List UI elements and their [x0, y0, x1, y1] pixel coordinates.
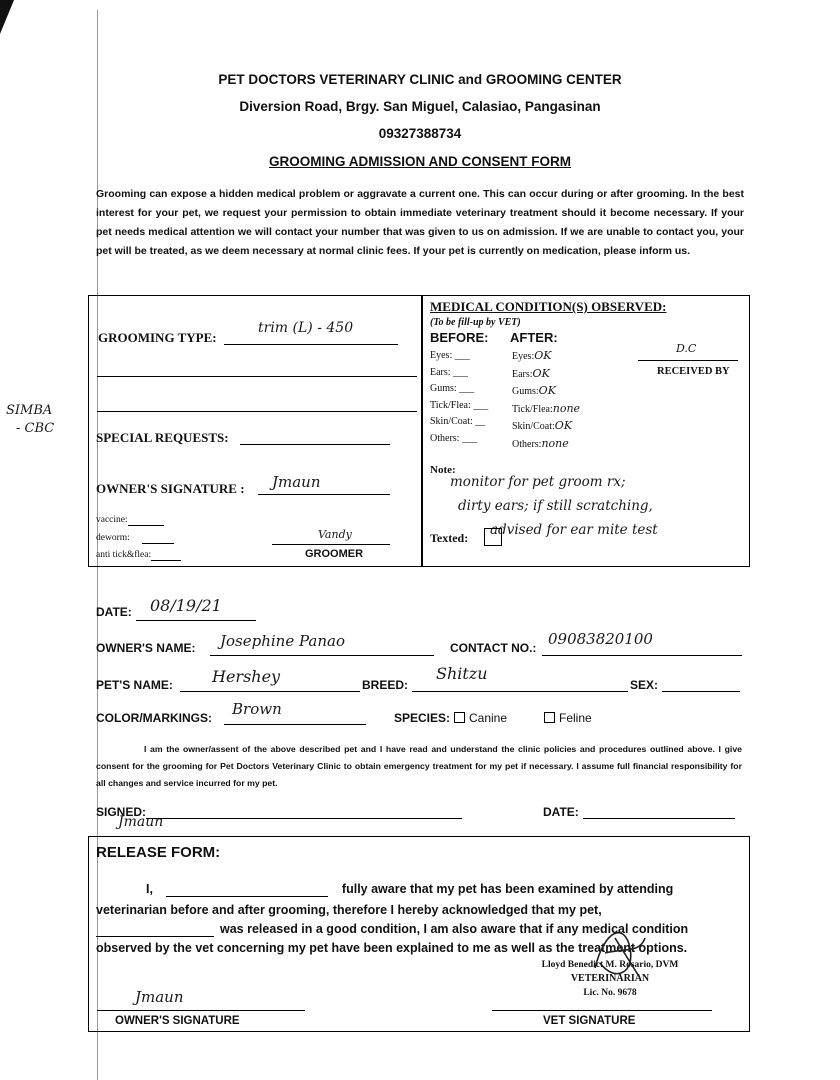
pet-name-label: PET'S NAME:: [96, 678, 173, 692]
release-line-1: [96, 882, 742, 897]
grooming-type-value: trim (L) - 450: [258, 320, 354, 336]
before-item: Tick/Flea: ___: [430, 399, 489, 411]
owner-signature-field[interactable]: [258, 494, 390, 495]
after-item-value: OK: [554, 419, 573, 432]
box-divider: [421, 296, 423, 566]
antitick-field[interactable]: [151, 550, 181, 561]
after-item-value: none: [552, 401, 581, 415]
sex-field[interactable]: [662, 691, 740, 692]
color-label: COLOR/MARKINGS:: [96, 711, 212, 725]
breed-value: Shitzu: [436, 664, 488, 683]
groomer-value: Vandy: [318, 528, 352, 541]
release-pet-name-field[interactable]: [96, 922, 214, 937]
breed-field[interactable]: [412, 691, 628, 692]
after-item: [512, 418, 580, 436]
vet-signature-scribble: [585, 918, 655, 988]
owner-name-field[interactable]: [210, 655, 434, 656]
after-item-label: Others:: [512, 438, 542, 450]
antitick-row: [96, 550, 181, 561]
after-item-label: Gums:: [512, 386, 539, 397]
clinic-phone: 09327388734: [378, 126, 462, 141]
after-item-value: OK: [538, 384, 556, 397]
before-list: [430, 348, 488, 447]
pet-name-value: Hershey: [212, 667, 281, 686]
species-feline-label: Feline: [559, 711, 592, 725]
after-list: [512, 348, 580, 453]
received-by-value: D.C: [676, 342, 697, 355]
after-item: [512, 436, 580, 454]
release-title: RELEASE FORM:: [96, 844, 221, 861]
species-feline-option[interactable]: [544, 711, 592, 725]
intro-paragraph: Grooming can expose a hidden medical problem or aggravate a current one. This can occur during or after grooming. In the best interest for your pet, we request your permission to obtain immediate veterinary treatment should it become necessary. If your pet needs medical attention we will contact your number that was given to us on admission. If we are unable to contact you, your pet will be treated, as we deem necessary at normal clinic fees. If your pet is currently on medication, please inform us.: [96, 188, 744, 257]
medical-subtitle: (To be fill-up by VET): [430, 317, 521, 328]
form-title-text: GROOMING ADMISSION AND CONSENT FORM: [269, 154, 571, 169]
sex-label: SEX:: [630, 678, 659, 692]
groomer-field[interactable]: [272, 544, 390, 545]
before-label: BEFORE:: [430, 330, 489, 345]
contact-label: CONTACT NO.:: [450, 641, 537, 655]
release-owner-signature-label: OWNER'S SIGNATURE: [115, 1015, 240, 1027]
consent-paragraph: I am the owner/assent of the above described pet and I have read and understand the clinic policies and procedures outlined above. I give consent for the grooming for Pet Doctors Veterinary Clinic to obtain emergency treatment for my pet if necessary. I assume full financial responsibility for all changes and service incurred for my pet.: [96, 744, 742, 788]
release-i: I,: [146, 882, 153, 896]
vaccine-label: vaccine:: [96, 515, 128, 525]
grooming-blank-line-2[interactable]: [97, 411, 417, 412]
owner-signature-value: Jmaun: [272, 473, 321, 491]
after-item: [512, 401, 580, 419]
received-by-label: RECEIVED BY: [657, 366, 730, 377]
signed-date-label: DATE:: [543, 805, 579, 819]
vet-signature-label: VET SIGNATURE: [543, 1015, 636, 1027]
color-field[interactable]: [224, 724, 366, 725]
species-feline-checkbox[interactable]: [544, 712, 555, 723]
signed-label: SIGNED:: [96, 805, 147, 819]
grooming-blank-line-1[interactable]: [97, 376, 417, 377]
owner-name-value: Josephine Panao: [220, 632, 345, 650]
release-line-3-text: was released in a good condition, I am also aware that if any medical condition: [220, 922, 689, 936]
vet-title: VETERINARIAN: [570, 973, 650, 984]
species-canine-checkbox[interactable]: [454, 712, 465, 723]
note-line: advised for ear mite test: [490, 522, 658, 538]
before-item: Others: ___: [430, 432, 477, 444]
breed-label: BREED:: [362, 678, 409, 692]
contact-field[interactable]: [542, 655, 742, 656]
vet-signature-field[interactable]: [492, 1010, 712, 1011]
deworm-row: [96, 533, 174, 544]
vaccine-field[interactable]: [128, 515, 164, 526]
corner-mark: [0, 0, 14, 34]
after-item-value: OK: [532, 366, 550, 380]
date-label: DATE:: [96, 605, 132, 619]
release-owner-name-field[interactable]: [166, 882, 328, 897]
margin-note-line2: - CBC: [16, 421, 55, 436]
after-item-value: OK: [534, 349, 552, 362]
date-field[interactable]: [136, 620, 256, 621]
before-item: Gums: ___: [430, 383, 475, 394]
note-line: dirty ears; if still scratching,: [458, 498, 653, 514]
after-item: [512, 366, 580, 384]
after-item-label: Ears:: [512, 368, 533, 380]
after-item-label: Tick/Flea:: [512, 403, 553, 415]
release-owner-signature-value: Jmaun: [135, 988, 184, 1006]
owner-signature-label: OWNER'S SIGNATURE :: [96, 481, 245, 496]
pet-name-field[interactable]: [180, 691, 360, 692]
received-by-field[interactable]: [638, 360, 738, 361]
deworm-label: deworm:: [96, 533, 130, 543]
before-item: Eyes: ___: [430, 350, 470, 361]
after-item-label: Skin/Coat:: [512, 421, 555, 432]
after-item-value: none: [541, 436, 569, 450]
after-item: [512, 348, 580, 366]
release-line-2: veterinarian before and after grooming, therefore I hereby acknowledged that my pet,: [96, 903, 602, 917]
vaccine-row: [96, 515, 164, 526]
signed-field[interactable]: [146, 818, 462, 819]
medical-title: MEDICAL CONDITION(S) OBSERVED:: [430, 299, 667, 314]
owner-name-label: OWNER'S NAME:: [96, 641, 196, 655]
release-line-4: observed by the vet concerning my pet have been explained to me as well as the treatment options.: [96, 941, 688, 955]
texted-label: Texted:: [430, 531, 469, 545]
release-line-1-text: fully aware that my pet has been examined by attending: [341, 882, 674, 896]
species-canine-label: Canine: [469, 711, 508, 725]
species-label: SPECIES:: [394, 711, 451, 725]
contact-value: 09083820100: [548, 630, 653, 648]
form-title: [140, 154, 700, 169]
before-item: Skin/Coat: __: [430, 416, 486, 427]
release-owner-signature-field[interactable]: [97, 1010, 305, 1011]
grooming-type-label: GROOMING TYPE:: [98, 330, 217, 345]
after-label: AFTER:: [510, 330, 558, 345]
deworm-field[interactable]: [142, 533, 174, 544]
vet-license: Lic. No. 9678: [583, 988, 637, 998]
vet-name: Lloyd Benedict M. Rosario, DVM: [541, 960, 679, 970]
margin-note: [6, 402, 54, 438]
note-line: monitor for pet groom rx;: [450, 474, 626, 490]
signed-date-field[interactable]: [583, 818, 735, 819]
margin-note-line1: SIMBA: [6, 403, 53, 418]
grooming-type-field[interactable]: [224, 344, 398, 345]
clinic-address: Diversion Road, Brgy. San Miguel, Calasiao, Pangasinan: [239, 99, 601, 114]
texted-checkbox[interactable]: [484, 528, 502, 546]
signed-value: Jmaun: [118, 814, 164, 830]
note-label: Note:: [430, 464, 456, 476]
before-item: Ears: ___: [430, 366, 469, 378]
after-item: [512, 383, 580, 401]
special-requests-label: SPECIAL REQUESTS:: [96, 430, 229, 445]
species-canine-option[interactable]: [454, 711, 507, 725]
antitick-label: anti tick&flea:: [96, 550, 152, 560]
after-item-label: Eyes:: [512, 351, 535, 362]
special-requests-field[interactable]: [240, 444, 390, 445]
color-value: Brown: [232, 700, 282, 718]
date-value: 08/19/21: [150, 596, 222, 615]
clinic-name: PET DOCTORS VETERINARY CLINIC and GROOMING CENTER: [218, 72, 622, 87]
groomer-label: GROOMER: [305, 548, 364, 560]
